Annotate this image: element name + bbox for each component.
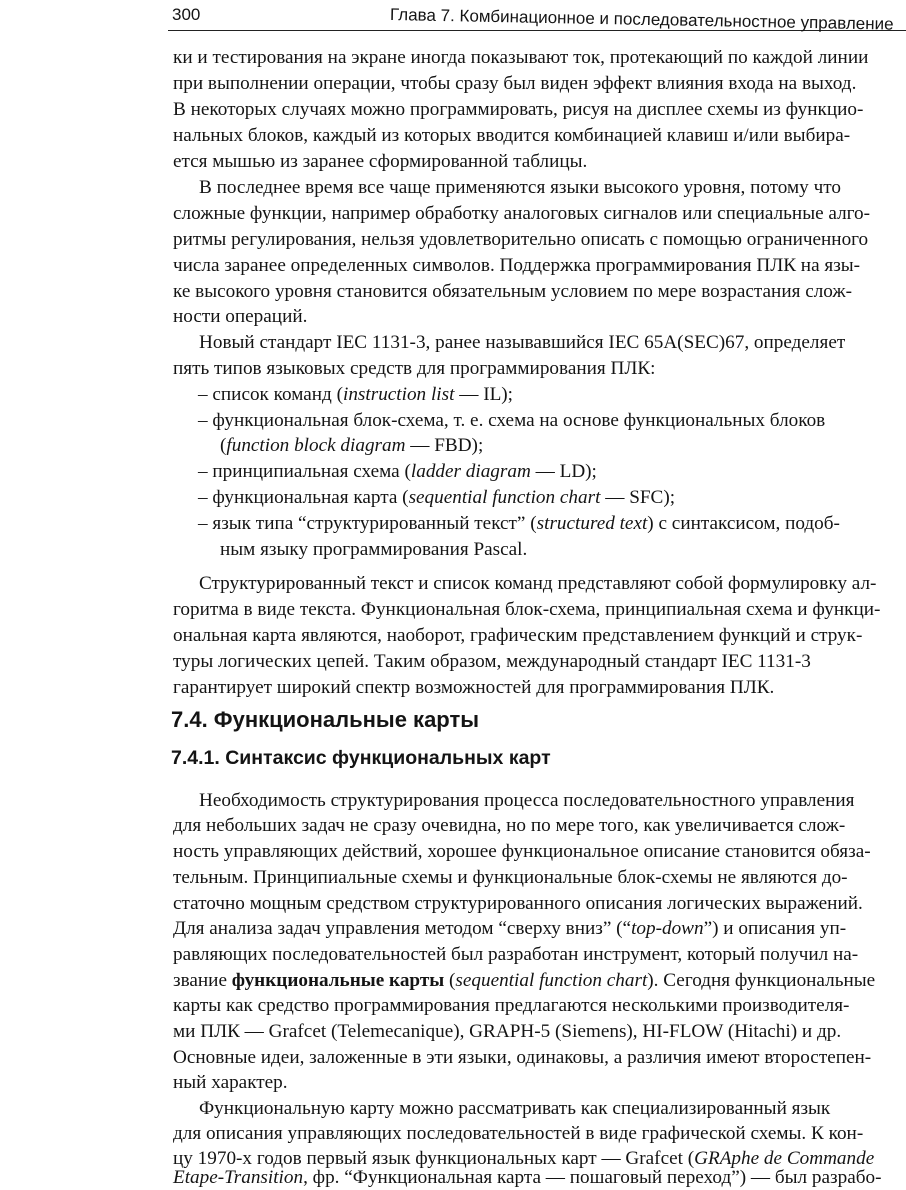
text-line: Функциональную карту можно рассматривать как специализированный язык bbox=[199, 1098, 831, 1119]
text-line: карты как средство программирования предлагаются несколькими производителя- bbox=[173, 995, 850, 1016]
text-line: ется мышью из заранее сформированной таблицы. bbox=[173, 151, 588, 172]
text-line: Основные идеи, заложенные в эти языки, одинаковы, а различия имеют второстепен- bbox=[173, 1047, 872, 1068]
text-line: числа заранее определенных символов. Поддержка программирования ПЛК на язы- bbox=[173, 255, 861, 276]
text-line: ный характер. bbox=[173, 1072, 288, 1093]
text-line: ности операций. bbox=[173, 306, 308, 327]
subsection-heading: 7.4.1. Синтаксис функциональных карт bbox=[171, 747, 551, 769]
text-line: сложные функции, например обработку аналоговых сигналов или специальные алго- bbox=[173, 203, 871, 224]
text-line: туры логических цепей. Таким образом, международный стандарт IEC 1131-3 bbox=[173, 651, 811, 672]
list-item: – принципиальная схема (ladder diagram — LD); bbox=[198, 461, 597, 482]
text-line: тельным. Принципиальные схемы и функциональные блок-схемы не являются до- bbox=[173, 867, 848, 888]
text-line: при выполнении операции, чтобы сразу был виден эффект влияния входа на выход. bbox=[173, 73, 857, 94]
text-line: равляющих последовательностей был разработан инструмент, который получил на- bbox=[173, 944, 859, 965]
list-item: – функциональная карта (sequential function chart — SFC); bbox=[198, 487, 676, 508]
text-line: ность управляющих действий, хорошее функциональное описание становится обяза- bbox=[173, 841, 871, 862]
text-line: В последнее время все чаще применяются языки высокого уровня, потому что bbox=[199, 177, 841, 198]
page-header bbox=[168, 4, 906, 34]
text-line: ональная карта являются, наоборот, графическим представлением функций и струк- bbox=[173, 625, 863, 646]
list-item-continuation: ным языку программирования Pascal. bbox=[220, 539, 528, 560]
text-line: Etape-Transition, фр. “Функциональная карта — пошаговый переход”) — был разрабо- bbox=[173, 1167, 882, 1188]
list-item: – список команд (instruction list — IL); bbox=[198, 384, 514, 405]
text-line: ритмы регулирования, нельзя удовлетворительно описать с помощью ограниченного bbox=[173, 229, 869, 250]
list-item: – язык типа “структурированный текст” (structured text) с синтаксисом, подоб- bbox=[198, 513, 840, 534]
text-line: для описания управляющих последовательностей в виде графической схемы. К кон- bbox=[173, 1123, 864, 1144]
text-line: Новый стандарт IEC 1131-3, ранее называвшийся IEC 65A(SEC)67, определяет bbox=[199, 332, 846, 353]
text-line: Структурированный текст и список команд представляют собой формулировку ал- bbox=[199, 573, 877, 594]
text-line: ке высокого уровня становится обязательным условием по мере возрастания слож- bbox=[173, 281, 853, 302]
text-line: статочно мощным средством структурированного описания логических выражений. bbox=[173, 893, 863, 914]
text-line: для небольших задач не сразу очевидна, но по мере того, как увеличивается слож- bbox=[173, 815, 846, 836]
text-line: пять типов языковых средств для программирования ПЛК: bbox=[173, 358, 656, 379]
text-line: В некоторых случаях можно программировать, рисуя на дисплее схемы из функцио- bbox=[173, 99, 864, 120]
section-heading: 7.4. Функциональные карты bbox=[171, 707, 480, 732]
text-line: звание функциональные карты (sequential function chart). Сегодня функциональные bbox=[173, 970, 876, 991]
text-line: нальных блоков, каждый из которых вводится комбинацией клавиш и/или выбира- bbox=[173, 125, 851, 146]
page-number: 300 bbox=[172, 5, 201, 24]
text-line: ки и тестирования на экране иногда показывают ток, протекающий по каждой линии bbox=[173, 47, 869, 68]
running-title: Глава 7. Комбинационное и последовательностное управление bbox=[389, 5, 894, 34]
list-item-continuation: (function block diagram — FBD); bbox=[220, 435, 484, 456]
text-line: горитма в виде текста. Функциональная блок-схема, принципиальная схема и функци- bbox=[173, 599, 881, 620]
text-line: цу 1970-х годов первый язык функциональных карт — Grafcet (GRAphe de Commande bbox=[173, 1148, 875, 1169]
text-line: ми ПЛК — Grafcet (Telemecanique), GRAPH-5 (Siemens), HI-FLOW (Hitachi) и др. bbox=[173, 1021, 842, 1042]
list-item: – функциональная блок-схема, т. е. схема на основе функциональных блоков bbox=[198, 410, 826, 431]
text-line: Необходимость структурирования процесса последовательностного управления bbox=[199, 790, 855, 811]
text-line: гарантирует широкий спектр возможностей для программирования ПЛК. bbox=[173, 677, 775, 698]
text-line: Для анализа задач управления методом “сверху вниз” (“top-down”) и описания уп- bbox=[173, 918, 847, 939]
